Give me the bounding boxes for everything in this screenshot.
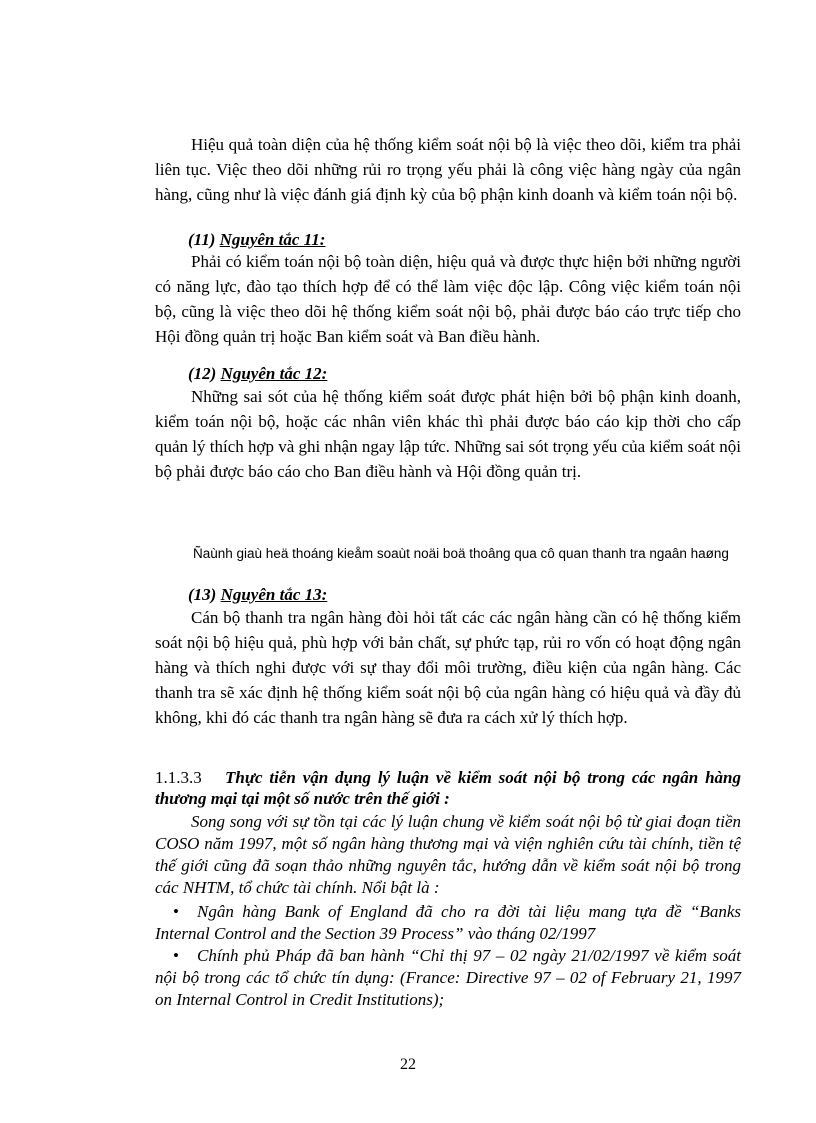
bullet-text: Ngân hàng Bank of England đã cho ra đời tài liệu mang tựa đề “Banks Internal Control and the Section 39 Process” vào tháng 02/1997 xyxy=(155,902,741,943)
heading-title: Nguyên tắc 11: xyxy=(219,230,326,249)
section-heading xyxy=(155,767,741,809)
heading-principle-12 xyxy=(188,363,327,385)
bullet-text: Chính phủ Pháp đã ban hành “Chỉ thị 97 – 02 ngày 21/02/1997 về kiểm soát nội bộ trong các tổ chức tín dụng: (France: Directive 97 – 02 of February 21, 1997 on Internal Control in Credit Institutions); xyxy=(155,946,741,1009)
heading-number: (11) xyxy=(188,230,216,249)
paragraph-bank-inspection: Cán bộ thanh tra ngân hàng đòi hỏi tất các các ngân hàng cần có hệ thống kiểm soát nội bộ hiệu quả, phù hợp với bản chất, sự phức tạp, rủi ro vốn có hoạt động ngân hàng và thích nghi được với sự thay đổi môi trường, điều kiện của ngân hàng. Các thanh tra sẽ xác định hệ thống kiểm soát nội bộ của ngân hàng có hiệu quả và đầy đủ không, khi đó các thanh tra ngân hàng sẽ đưa ra cách xử lý thích hợp. xyxy=(155,608,741,727)
bullet-item xyxy=(155,901,741,945)
heading-number: (12) xyxy=(188,364,217,383)
section-number: 1.1.3.3 xyxy=(155,768,202,787)
bullet-icon: • xyxy=(173,946,179,965)
heading-principle-11 xyxy=(188,229,325,251)
paragraph-monitoring: Hiệu quả toàn diện của hệ thống kiểm soát nội bộ là việc theo dõi, kiểm tra phải liên tục. Việc theo dõi những rủi ro trọng yếu phải là công việc hàng ngày của ngân hàng, cũng như là việc đánh giá định kỳ của bộ phận kinh doanh và kiểm toán nội bộ. xyxy=(155,135,741,204)
garbled-subheading: Ñaùnh giaù heä thoáng kieåm soaùt noäi boä thoâng qua cô quan thanh tra ngaân haøng xyxy=(193,546,729,561)
bullet-item xyxy=(155,945,741,1011)
bullet-icon: • xyxy=(173,902,179,921)
heading-principle-13 xyxy=(188,584,327,606)
section-intro: Song song với sự tồn tại các lý luận chung về kiểm soát nội bộ từ giai đoạn tiền COSO năm 1997, một số ngân hàng thương mại và viện nghiên cứu tài chính, tiền tệ thế giới cũng đã soạn thảo những nguyên tắc, hướng dẫn về kiểm soát nội bộ trong các NHTM, tổ chức tài chính. Nổi bật là : xyxy=(155,812,741,897)
paragraph-control-errors: Những sai sót của hệ thống kiểm soát được phát hiện bởi bộ phận kinh doanh, kiểm toán nội bộ, hoặc các nhân viên khác thì phải được báo cáo kịp thời cho cấp quản lý thích hợp và ghi nhận ngay lập tức. Những sai sót trọng yếu của kiểm soát nội bộ phải được báo cáo cho Ban điều hành và Hội đồng quản trị. xyxy=(155,387,741,481)
page-number: 22 xyxy=(400,1056,416,1073)
paragraph-internal-audit: Phải có kiểm toán nội bộ toàn diện, hiệu quả và được thực hiện bởi những người có năng lực, đào tạo thích hợp để có thể làm việc độc lập. Công việc kiểm toán nội bộ, cũng là việc theo dõi hệ thống kiểm soát nội bộ, phải được báo cáo trực tiếp cho Hội đồng quản trị hoặc Ban kiểm soát và Ban điều hành. xyxy=(155,252,741,346)
heading-title: Nguyên tắc 13: xyxy=(220,585,328,604)
section-title: Thực tiễn vận dụng lý luận về kiểm soát nội bộ trong các ngân hàng thương mại tại một số nước trên thế giới : xyxy=(155,768,741,808)
heading-number: (13) xyxy=(188,585,217,604)
heading-title: Nguyên tắc 12: xyxy=(220,364,328,383)
